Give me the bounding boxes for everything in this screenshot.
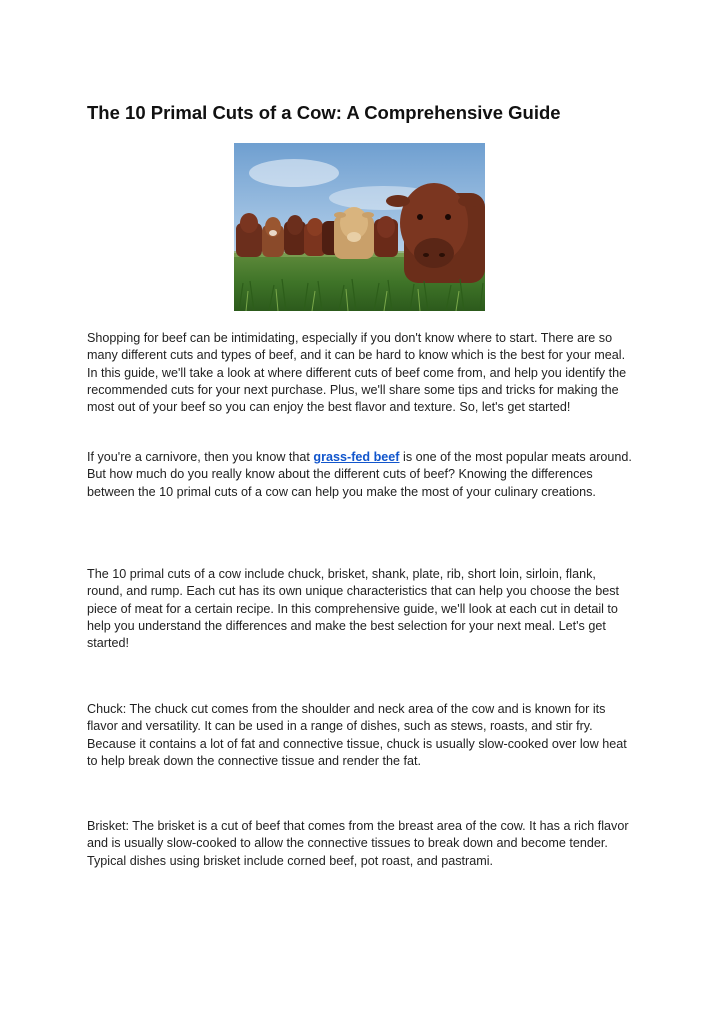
carnivore-text-after: is one of the most popular meats around. But how much do you really know about the different cuts of beef? Knowing the differences between the 10 primal cuts of a cow can help you make the most of your culinary creations. bbox=[87, 450, 632, 499]
chuck-paragraph: Chuck: The chuck cut comes from the shoulder and neck area of the cow and is known for its flavor and versatility. It can be used in a range of dishes, such as stews, roasts, and stir fry. Because it contains a lot of fat and connective tissue, chuck is usually slow-cooked over low heat to help break down the connective tissue and render the fat. bbox=[87, 702, 627, 768]
carnivore-text-before: If you're a carnivore, then you know that bbox=[87, 450, 314, 464]
grass-fed-beef-link[interactable]: grass-fed beef bbox=[313, 450, 400, 464]
page-title: The 10 Primal Cuts of a Cow: A Comprehensive Guide bbox=[87, 102, 561, 123]
intro-paragraph: Shopping for beef can be intimidating, especially if you don't know where to start. There are so many different cuts and types of beef, and it can be hard to know which is the best for your meal. In this guide, we'll take a look at where different cuts of beef come from, and help you identify the recommended cuts for your next purchase. Plus, we'll share some tips and tricks for making the most out of your beef so you can enjoy the best flavor and texture. So, let's get started! bbox=[87, 331, 627, 415]
carnivore-paragraph bbox=[87, 449, 635, 501]
primal-cuts-paragraph: The 10 primal cuts of a cow include chuck, brisket, shank, plate, rib, short loin, sirloin, flank, round, and rump. Each cut has its own unique characteristics that can help you choose the best piece of meat for a certain recipe. In this comprehensive guide, we'll look at each cut in detail to help you understand the differences and make the best selection for your next meal. Let's get started! bbox=[87, 567, 620, 651]
brisket-paragraph: Brisket: The brisket is a cut of beef that comes from the breast area of the cow. It has a rich flavor and is usually slow-cooked to allow the connective tissues to break down and become tender. Typical dishes using brisket include corned beef, pot roast, and pastrami. bbox=[87, 819, 629, 868]
cattle-photo bbox=[234, 143, 485, 311]
